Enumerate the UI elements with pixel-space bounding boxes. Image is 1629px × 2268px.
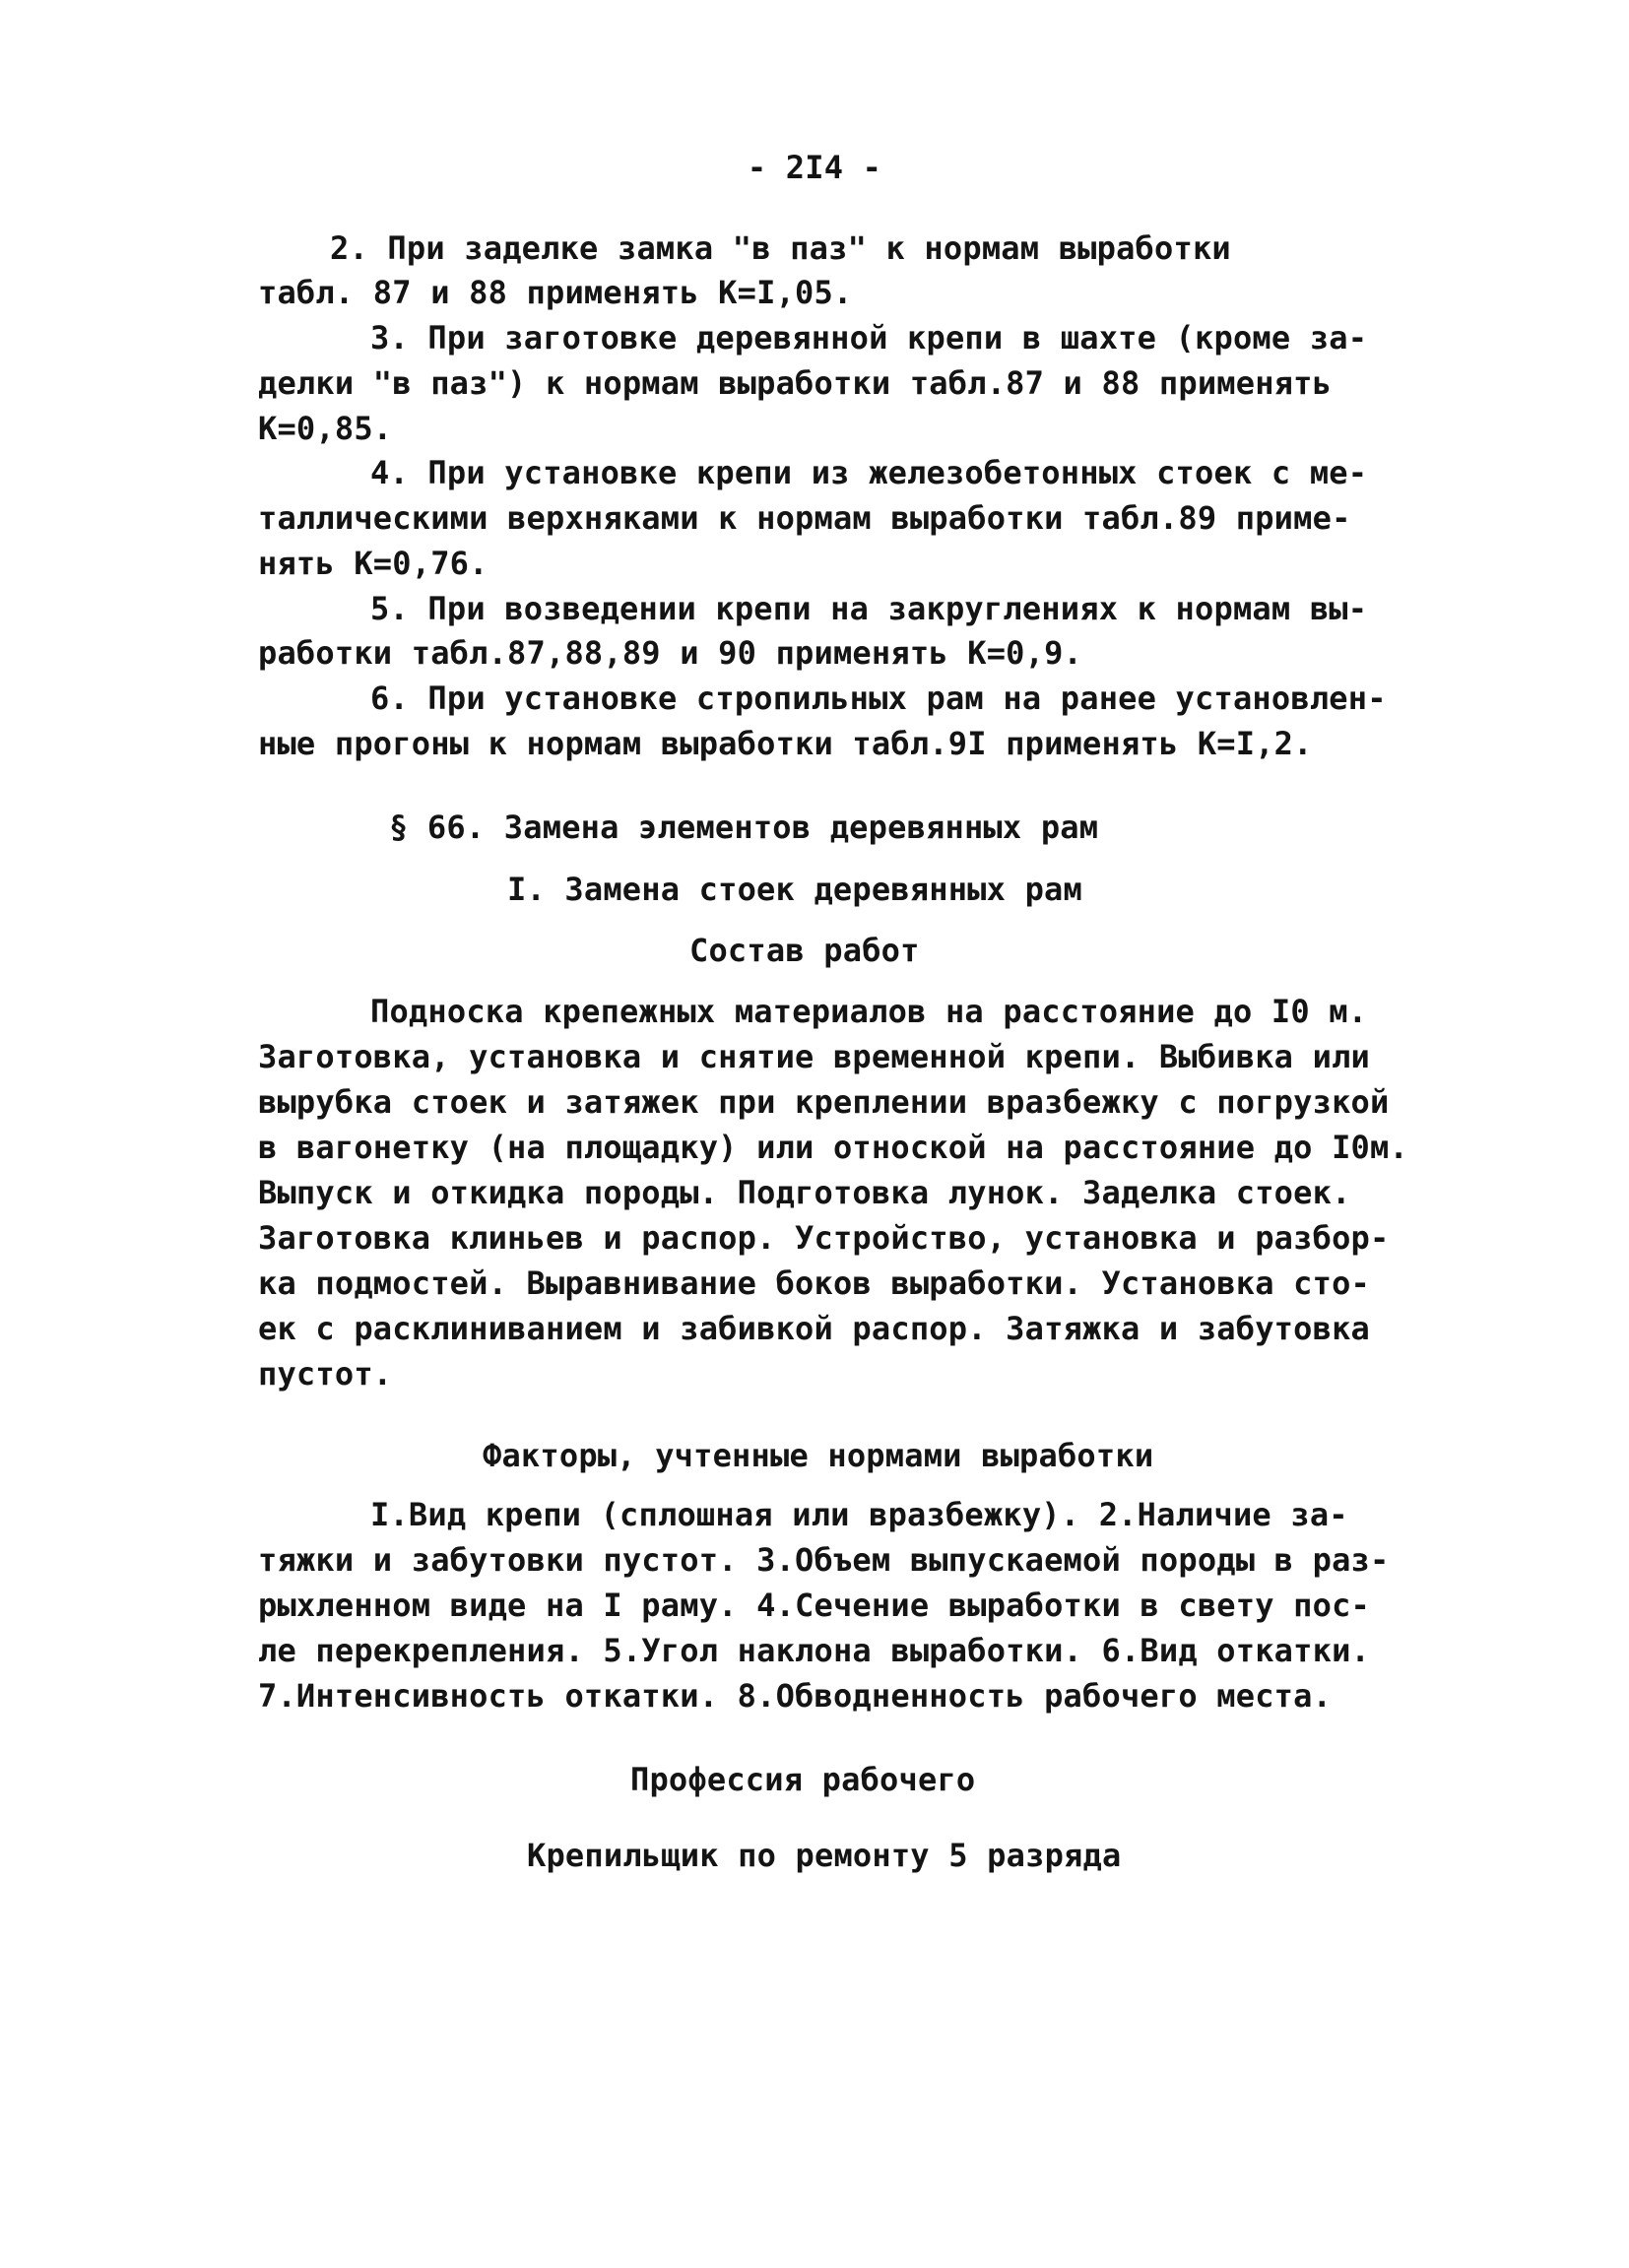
factors-line-5: 7.Интенсивность откатки. 8.Обводненность рабочего места. [258,1677,1333,1715]
factors-line-4: ле перекрепления. 5.Угол наклона выработки. 6.Вид откатки. [258,1632,1371,1669]
note-line-2: табл. 87 и 88 применять К=I,05. [258,274,853,311]
profession-text: Крепильщик по ремонту 5 разряда [527,1837,1122,1874]
section-title: § 66. Замена элементов деревянных рам [389,809,1099,846]
work-line-8: ек с расклиниванием и забивкой распор. Затяжка и забутовка [258,1310,1371,1347]
note-line-4: делки "в паз") к нормам выработки табл.87 и 88 применять [258,364,1333,402]
factors-line-1: I.Вид крепи (сплошная или вразбежку). 2.Наличие за- [370,1496,1348,1533]
work-line-1: Подноска крепежных материалов на расстояние до I0 м. [370,993,1368,1030]
work-line-4: в вагонетку (на площадку) или отноской на расстояние до I0м. [258,1129,1408,1166]
factors-line-2: тяжки и забутовки пустот. 3.Объем выпускаемой породы в раз- [258,1541,1390,1579]
work-line-5: Выпуск и откидка породы. Подготовка лунок. Заделка стоек. [258,1174,1351,1211]
note-line-3: 3. При заготовке деревянной крепи в шахте (кроме за- [370,319,1368,356]
note-line-6: 4. При установке крепи из железобетонных стоек с ме- [370,454,1368,491]
profession-heading: Профессия рабочего [630,1761,976,1798]
page-number: - 2I4 - [747,149,882,186]
work-heading: Состав работ [689,932,920,969]
work-line-3: вырубка стоек и затяжек при креплении вразбежку с погрузкой [258,1083,1390,1121]
note-line-7: таллическими верхняками к нормам выработки табл.89 приме- [258,499,1351,537]
note-line-1: 2. При заделке замка "в паз" к нормам выработки [330,229,1231,267]
note-line-12: ные прогоны к нормам выработки табл.9I применять К=I,2. [258,725,1313,762]
note-line-11: 6. При установке стропильных рам на ранее установлен- [370,680,1387,717]
note-line-8: нять К=0,76. [258,545,489,582]
factors-line-3: рыхленном виде на I раму. 4.Сечение выработки в свету пос- [258,1587,1371,1624]
note-line-5: К=0,85. [258,410,393,447]
note-line-9: 5. При возведении крепи на закруглениях к нормам вы- [370,590,1368,627]
work-line-7: ка подмостей. Выравнивание боков выработки. Установка сто- [258,1264,1371,1302]
work-line-2: Заготовка, установка и снятие временной крепи. Выбивка или [258,1038,1371,1075]
work-line-6: Заготовка клиньев и распор. Устройство, установка и разбор- [258,1219,1390,1257]
factors-heading: Факторы, учтенные нормами выработки [483,1437,1154,1474]
work-line-9: пустот. [258,1355,393,1393]
subsection-title: I. Замена стоек деревянных рам [507,871,1082,908]
note-line-10: работки табл.87,88,89 и 90 применять К=0,9. [258,634,1083,672]
